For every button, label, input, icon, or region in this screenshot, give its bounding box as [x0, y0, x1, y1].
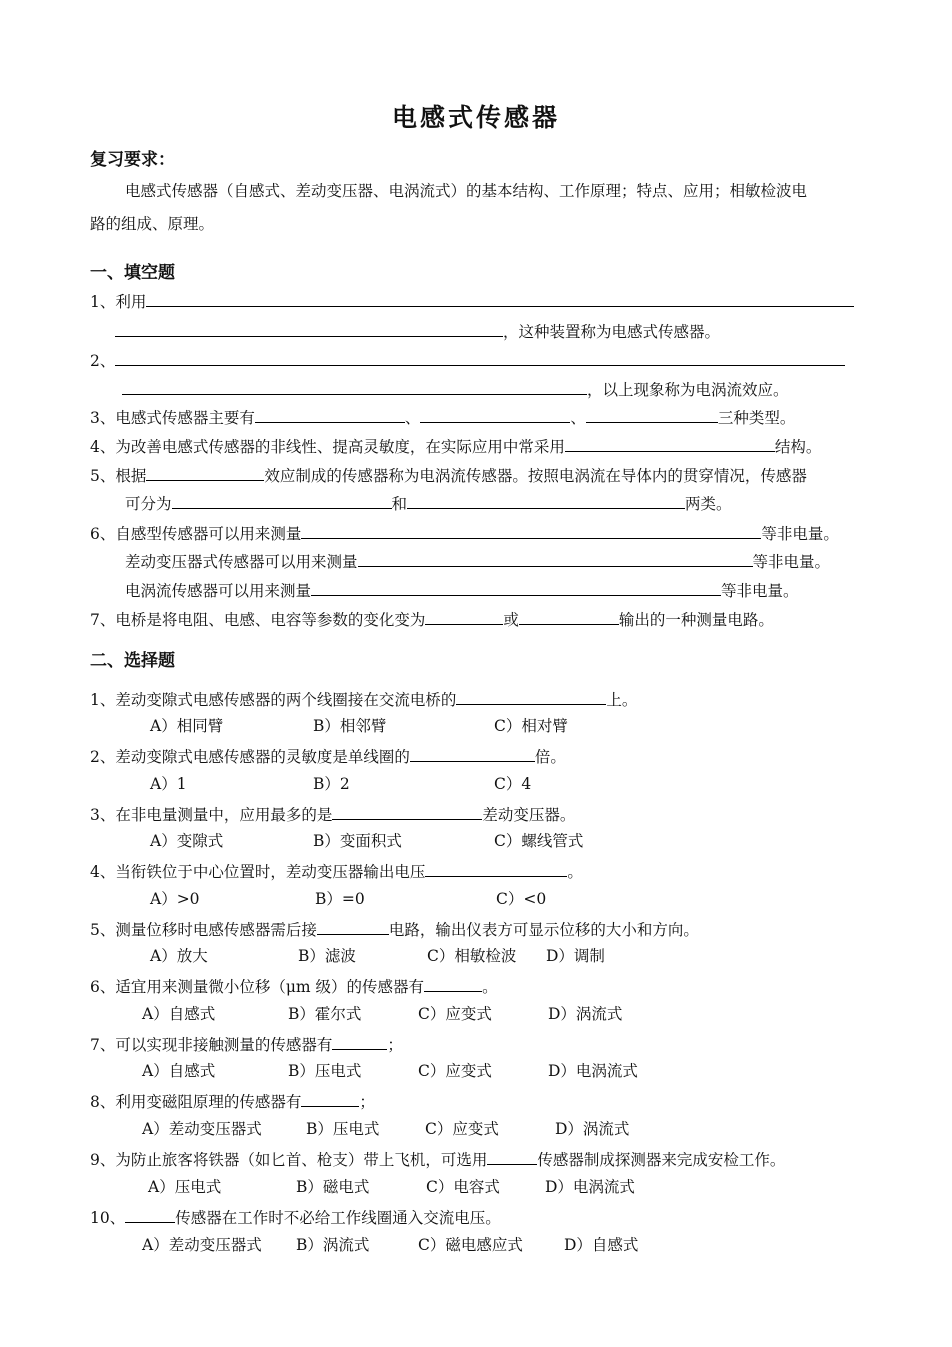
fill-q6-blank-3[interactable]: [311, 579, 721, 596]
choice-q7: [90, 1033, 403, 1055]
choice-q8-option-d[interactable]: D）涡流式: [555, 1120, 630, 1138]
choice-q2-text: 2、差动变隙式电感传感器的灵敏度是单线圈的: [90, 748, 410, 766]
fill-q6-line-3: [125, 579, 799, 601]
choice-q2-option-a[interactable]: A）1: [150, 775, 187, 793]
choice-q8-option-b[interactable]: B）压电式: [306, 1120, 380, 1138]
choice-q6-option-d[interactable]: D）涡流式: [548, 1005, 623, 1023]
fill-q4: [90, 435, 821, 457]
choice-q6-option-a[interactable]: A）自感式: [142, 1005, 216, 1023]
fill-q2-line-2: [122, 378, 789, 400]
choice-q5-suffix: 电路，输出仪表方可显示位移的大小和方向。: [388, 921, 699, 939]
fill-q5-line-1: [90, 464, 807, 486]
choice-q7-option-d[interactable]: D）电涡流式: [548, 1062, 638, 1080]
choice-q5-option-a[interactable]: A）放大: [150, 947, 208, 965]
choice-q4-suffix: 。: [567, 863, 583, 881]
fill-q5-blank-1[interactable]: [146, 464, 264, 481]
choice-q9-blank[interactable]: [487, 1148, 537, 1165]
fill-q7-or: 或: [503, 611, 519, 629]
choice-q1-blank[interactable]: [456, 688, 606, 705]
choice-q8-text: 8、利用变磁阻原理的传感器有: [90, 1093, 302, 1111]
fill-q3-suffix: 三种类型。: [717, 409, 796, 427]
fill-q6-line-2: [125, 550, 830, 572]
choice-q10-text: 10、: [90, 1209, 126, 1227]
fill-q1-line-2: [115, 320, 720, 342]
fill-q6-blank-2[interactable]: [358, 550, 753, 567]
choice-q6-option-c[interactable]: C）应变式: [418, 1005, 492, 1023]
choice-q2-blank[interactable]: [410, 745, 535, 762]
choice-q1-suffix: 上。: [606, 691, 638, 709]
choice-q9: [90, 1148, 785, 1170]
fill-q5-text: 5、根据: [90, 467, 147, 485]
fill-q1-text: 1、利用: [90, 293, 147, 311]
fill-q7: [90, 608, 774, 630]
choice-q6-blank[interactable]: [424, 975, 482, 992]
fill-q6-text-2: 差动变压器式传感器可以用来测量: [125, 553, 358, 571]
choice-q10-blank[interactable]: [125, 1206, 175, 1223]
fill-q2-blank-2[interactable]: [122, 378, 587, 395]
page-title: 电感式传感器: [391, 103, 560, 132]
fill-q7-blank-1[interactable]: [425, 608, 503, 625]
choice-q1-option-b[interactable]: B）相邻臂: [313, 717, 387, 735]
fill-q6-text-3: 电涡流传感器可以用来测量: [125, 582, 312, 600]
fill-q5-suffix: 两类。: [685, 495, 732, 513]
fill-q5-text-3: 可分为: [125, 495, 172, 513]
choice-q9-text: 9、为防止旅客将铁器（如匕首、枪支）带上飞机，可选用: [90, 1151, 488, 1169]
fill-q4-blank[interactable]: [565, 435, 775, 452]
choice-q7-suffix: ；: [387, 1036, 403, 1054]
review-text-line-1: 电感式传感器（自感式、差动变压器、电涡流式）的基本结构、工作原理；特点、应用；相敏检波电: [125, 182, 808, 200]
choice-q9-suffix: 传感器制成探测器来完成安检工作。: [537, 1151, 786, 1169]
fill-q1-line-1: [90, 290, 854, 312]
choice-q7-option-a[interactable]: A）自感式: [142, 1062, 216, 1080]
choice-q9-option-d[interactable]: D）电涡流式: [545, 1178, 635, 1196]
choice-heading: 二、选择题: [90, 651, 175, 671]
choice-q4-option-b[interactable]: B）=0: [315, 890, 365, 908]
choice-q2-option-b[interactable]: B）2: [313, 775, 350, 793]
fill-q2-suffix: ，以上现象称为电涡流效应。: [587, 381, 789, 399]
fill-q2-text: 2、: [90, 352, 116, 370]
choice-q3: [90, 803, 575, 825]
choice-q9-option-b[interactable]: B）磁电式: [296, 1178, 370, 1196]
choice-q10: [90, 1206, 501, 1228]
choice-q7-blank[interactable]: [332, 1033, 387, 1050]
choice-q8-suffix: ；: [359, 1093, 375, 1111]
fill-q3-sep-1: 、: [404, 409, 421, 427]
choice-q7-option-c[interactable]: C）应变式: [418, 1062, 492, 1080]
choice-q10-option-c[interactable]: C）磁电感应式: [418, 1236, 523, 1254]
fill-q4-text: 4、为改善电感式传感器的非线性、提高灵敏度，在实际应用中常采用: [90, 438, 565, 456]
fill-q5-blank-3[interactable]: [407, 492, 685, 509]
fill-q1-suffix: ，这种装置称为电感式传感器。: [503, 323, 721, 341]
fill-q6-suffix-2: 等非电量。: [752, 553, 831, 571]
fill-q1-blank-1[interactable]: [146, 290, 854, 307]
choice-q5: [90, 918, 699, 940]
fill-q6-blank-1[interactable]: [301, 522, 761, 539]
fill-q5-blank-2[interactable]: [172, 492, 392, 509]
choice-q4-blank[interactable]: [425, 860, 567, 877]
choice-q3-text: 3、在非电量测量中，应用最多的是: [90, 806, 333, 824]
choice-q1: [90, 688, 637, 710]
review-text-line-2: 路的组成、原理。: [90, 215, 215, 233]
choice-q3-suffix: 差动变压器。: [482, 806, 576, 824]
review-heading: 复习要求：: [90, 150, 175, 170]
fill-q2-line-1: [90, 349, 845, 371]
fill-q3-blank-2[interactable]: [420, 406, 570, 423]
fill-q3: [90, 406, 795, 428]
choice-q6-text: 6、适宜用来测量微小位移（μm 级）的传感器有: [90, 978, 425, 996]
fill-q3-text: 3、电感式传感器主要有: [90, 409, 255, 427]
choice-q6-option-b[interactable]: B）霍尔式: [288, 1005, 362, 1023]
choice-q4-option-c[interactable]: C）<0: [496, 890, 547, 908]
choice-q10-suffix: 传感器在工作时不必给工作线圈通入交流电压。: [175, 1209, 501, 1227]
choice-q9-option-c[interactable]: C）电容式: [426, 1178, 500, 1196]
fill-heading: 一、填空题: [90, 263, 175, 283]
choice-q3-option-c[interactable]: C）螺线管式: [494, 832, 584, 850]
choice-q7-text: 7、可以实现非接触测量的传感器有: [90, 1036, 333, 1054]
fill-q5-line-2: [125, 492, 732, 514]
fill-q3-sep-2: 、: [570, 409, 586, 427]
choice-q3-option-b[interactable]: B）变面积式: [313, 832, 402, 850]
choice-q1-text: 1、差动变隙式电感传感器的两个线圈接在交流电桥的: [90, 691, 457, 709]
choice-q8-blank[interactable]: [301, 1090, 359, 1107]
choice-q1-option-c[interactable]: C）相对臂: [494, 717, 568, 735]
fill-q3-blank-3[interactable]: [586, 406, 718, 423]
choice-q4-option-a[interactable]: A）>0: [150, 890, 200, 908]
choice-q8-option-a[interactable]: A）差动变压器式: [142, 1120, 262, 1138]
fill-q7-blank-2[interactable]: [519, 608, 619, 625]
fill-q2-blank-1[interactable]: [115, 349, 845, 366]
choice-q5-text: 5、测量位移时电感传感器需后接: [90, 921, 317, 939]
choice-q1-option-a[interactable]: A）相同臂: [150, 717, 224, 735]
fill-q6-suffix-1: 等非电量。: [761, 525, 839, 543]
fill-q6-line-1: [90, 522, 839, 544]
choice-q8-option-c[interactable]: C）应变式: [425, 1120, 499, 1138]
choice-q2: [90, 745, 566, 767]
fill-q1-blank-2[interactable]: [115, 320, 503, 337]
choice-q2-option-c[interactable]: C）4: [494, 775, 532, 793]
choice-q10-option-b[interactable]: B）涡流式: [296, 1236, 370, 1254]
fill-q3-blank-1[interactable]: [255, 406, 405, 423]
choice-q5-option-b[interactable]: B）滤波: [298, 947, 356, 965]
choice-q6-suffix: 。: [482, 978, 498, 996]
choice-q7-option-b[interactable]: B）压电式: [288, 1062, 362, 1080]
fill-q7-text: 7、电桥是将电阻、电感、电容等参数的变化变为: [90, 611, 426, 629]
choice-q4: [90, 860, 583, 882]
fill-q6-suffix-3: 等非电量。: [721, 582, 799, 600]
fill-q5-and: 和: [391, 495, 408, 513]
fill-q5-text-2: 效应制成的传感器称为电涡流传感器。按照电涡流在导体内的贯穿情况，传感器: [264, 467, 807, 485]
choice-q3-option-a[interactable]: A）变隙式: [150, 832, 224, 850]
choice-q3-blank[interactable]: [332, 803, 482, 820]
choice-q10-option-d[interactable]: D）自感式: [564, 1236, 639, 1254]
choice-q5-option-d[interactable]: D）调制: [546, 947, 605, 965]
fill-q7-suffix: 输出的一种测量电路。: [618, 611, 774, 629]
choice-q5-option-c[interactable]: C）相敏检波: [427, 947, 517, 965]
choice-q9-option-a[interactable]: A）压电式: [148, 1178, 222, 1196]
choice-q5-blank[interactable]: [317, 918, 389, 935]
fill-q4-suffix: 结构。: [774, 438, 822, 456]
choice-q4-text: 4、当衔铁位于中心位置时，差动变压器输出电压: [90, 863, 426, 881]
choice-q6: [90, 975, 498, 997]
choice-q8: [90, 1090, 375, 1112]
choice-q10-option-a[interactable]: A）差动变压器式: [142, 1236, 262, 1254]
choice-q2-suffix: 倍。: [534, 748, 566, 766]
fill-q6-text: 6、自感型传感器可以用来测量: [90, 525, 302, 543]
